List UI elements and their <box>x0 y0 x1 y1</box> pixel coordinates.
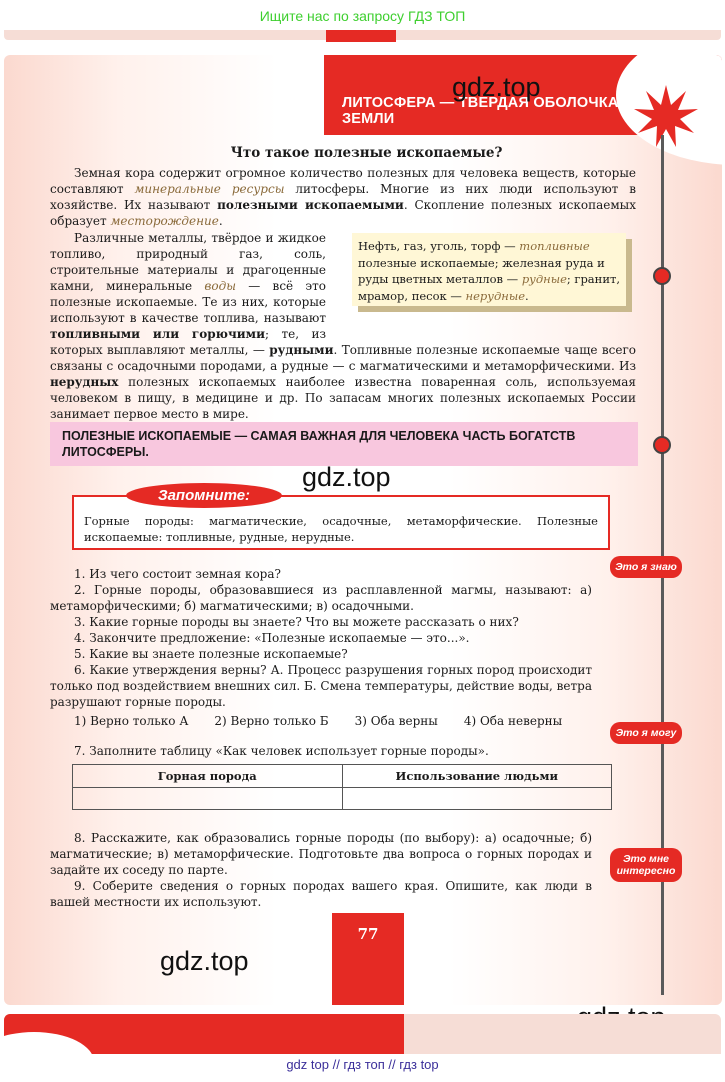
marker-dot <box>653 436 671 454</box>
chapter-title: ЛИТОСФЕРА — ТВЕРДАЯ ОБОЛОЧКА ЗЕМЛИ <box>342 95 619 127</box>
rocks-usage-table <box>72 764 612 810</box>
section-title: Что такое полезные ископаемые? <box>230 145 503 161</box>
question-5: 5. Какие вы знаете полезные ископаемые? <box>74 647 348 661</box>
questions-block-1 <box>50 566 592 759</box>
textbook-page <box>4 55 722 1005</box>
question-9: 9. Соберите сведения о горных породах вашего края. Опишите, как люди в вашей местности их используют. <box>50 879 592 909</box>
watermark: gdz.top <box>160 946 249 976</box>
remember-text: Горные породы: магматические, осадочные, метаморфические. Полезные ископаемые: топливные, рудные, нерудные. <box>84 514 598 544</box>
key-statement: ПОЛЕЗНЫЕ ИСКОПАЕМЫЕ — САМАЯ ВАЖНАЯ ДЛЯ ЧЕЛОВЕКА ЧАСТЬ БОГАТСТВ ЛИТОСФЕРЫ. <box>50 422 638 466</box>
paragraph-resources: Земная кора содержит огромное количество полезных для человека веществ, которые составляют минеральные ресурсы литосферы. Многие из них люди используют в хозяйстве. Их называют полезными ископаемыми. Скопление полезных ископаемых образует месторождение. <box>50 166 637 228</box>
marker-dot <box>653 267 671 285</box>
question-6-options <box>50 713 592 729</box>
previous-page-tab <box>326 30 396 42</box>
table-header: Горная порода <box>73 765 343 788</box>
paragraph-minerals: Различные металлы, твёрдое и жидкое топливо, природный газ, соль, строительные материалы и драгоценные камни, минеральные воды — всё это полезные ископаемые. Те из них, которые используют в качестве топлива, называют топливными или горючими; те, из которых выплавляют металлы, — рудными. Топливные полезные ископаемые чаще всего связаны с осадочными породами, а рудные — с магматическими и метаморфическими. Из нерудных полезных ископаемых наиболее известна поваренная соль, используемая человеком в пищу, в медицине и др. По запасам многих полезных ископаемых России занимает первое место в мире. <box>50 231 636 421</box>
question-2: 2. Горные породы, образовавшиеся из расплавленной магмы, называют: а) метаморфическими; б) магматическими; в) осадочными. <box>50 583 592 613</box>
table-cell[interactable] <box>342 787 612 810</box>
answer-option[interactable]: 1) Верно только А <box>74 714 189 728</box>
question-8: 8. Расскажите, как образовались горные породы (по выбору): а) осадочные; б) магматические; в) метаморфические. Подготовьте два вопроса о горных породах и задайте их соседу по парте. <box>50 831 592 877</box>
question-6: 6. Какие утверждения верны? А. Процесс разрушения горных пород происходит только под воздействием внешних сил. Б. Смена температуры, действие воды, ветра разрушают горные породы. <box>50 663 592 709</box>
question-3: 3. Какие горные породы вы знаете? Что вы можете рассказать о них? <box>74 615 519 629</box>
question-7: 7. Заполните таблицу «Как человек использует горные породы». <box>74 744 489 758</box>
next-page-edge <box>4 1014 721 1054</box>
answer-option[interactable]: 3) Оба верны <box>354 714 438 728</box>
tag-can: Это я могу <box>610 722 682 744</box>
remember-badge: Запомните: <box>126 483 282 508</box>
table-header: Использование людьми <box>342 765 612 788</box>
watermark: gdz.top <box>452 72 541 102</box>
answer-option[interactable]: 4) Оба неверны <box>463 714 563 728</box>
question-4: 4. Закончите предложение: «Полезные ископаемые — это...». <box>74 631 470 645</box>
watermark: gdz.top <box>302 462 391 492</box>
page-number: 77 <box>332 913 404 1005</box>
tag-know: Это я знаю <box>610 556 682 578</box>
top-banner[interactable]: Ищите нас по запросу ГДЗ ТОП <box>259 8 466 24</box>
footer-links[interactable]: gdz top // гдз топ // гдз top <box>286 1057 439 1072</box>
star-icon <box>634 85 698 149</box>
questions-block-2 <box>50 830 592 910</box>
side-note: Нефть, газ, уголь, торф — топливные полезные ископаемые; железная руда и руды цветных металлов — рудные; гранит, мрамор, песок — нерудные. <box>352 233 626 306</box>
answer-option[interactable]: 2) Верно только Б <box>214 714 329 728</box>
question-1: 1. Из чего состоит земная кора? <box>74 567 281 581</box>
table-cell[interactable] <box>73 787 343 810</box>
tag-interest: Это мне интересно <box>610 848 682 882</box>
